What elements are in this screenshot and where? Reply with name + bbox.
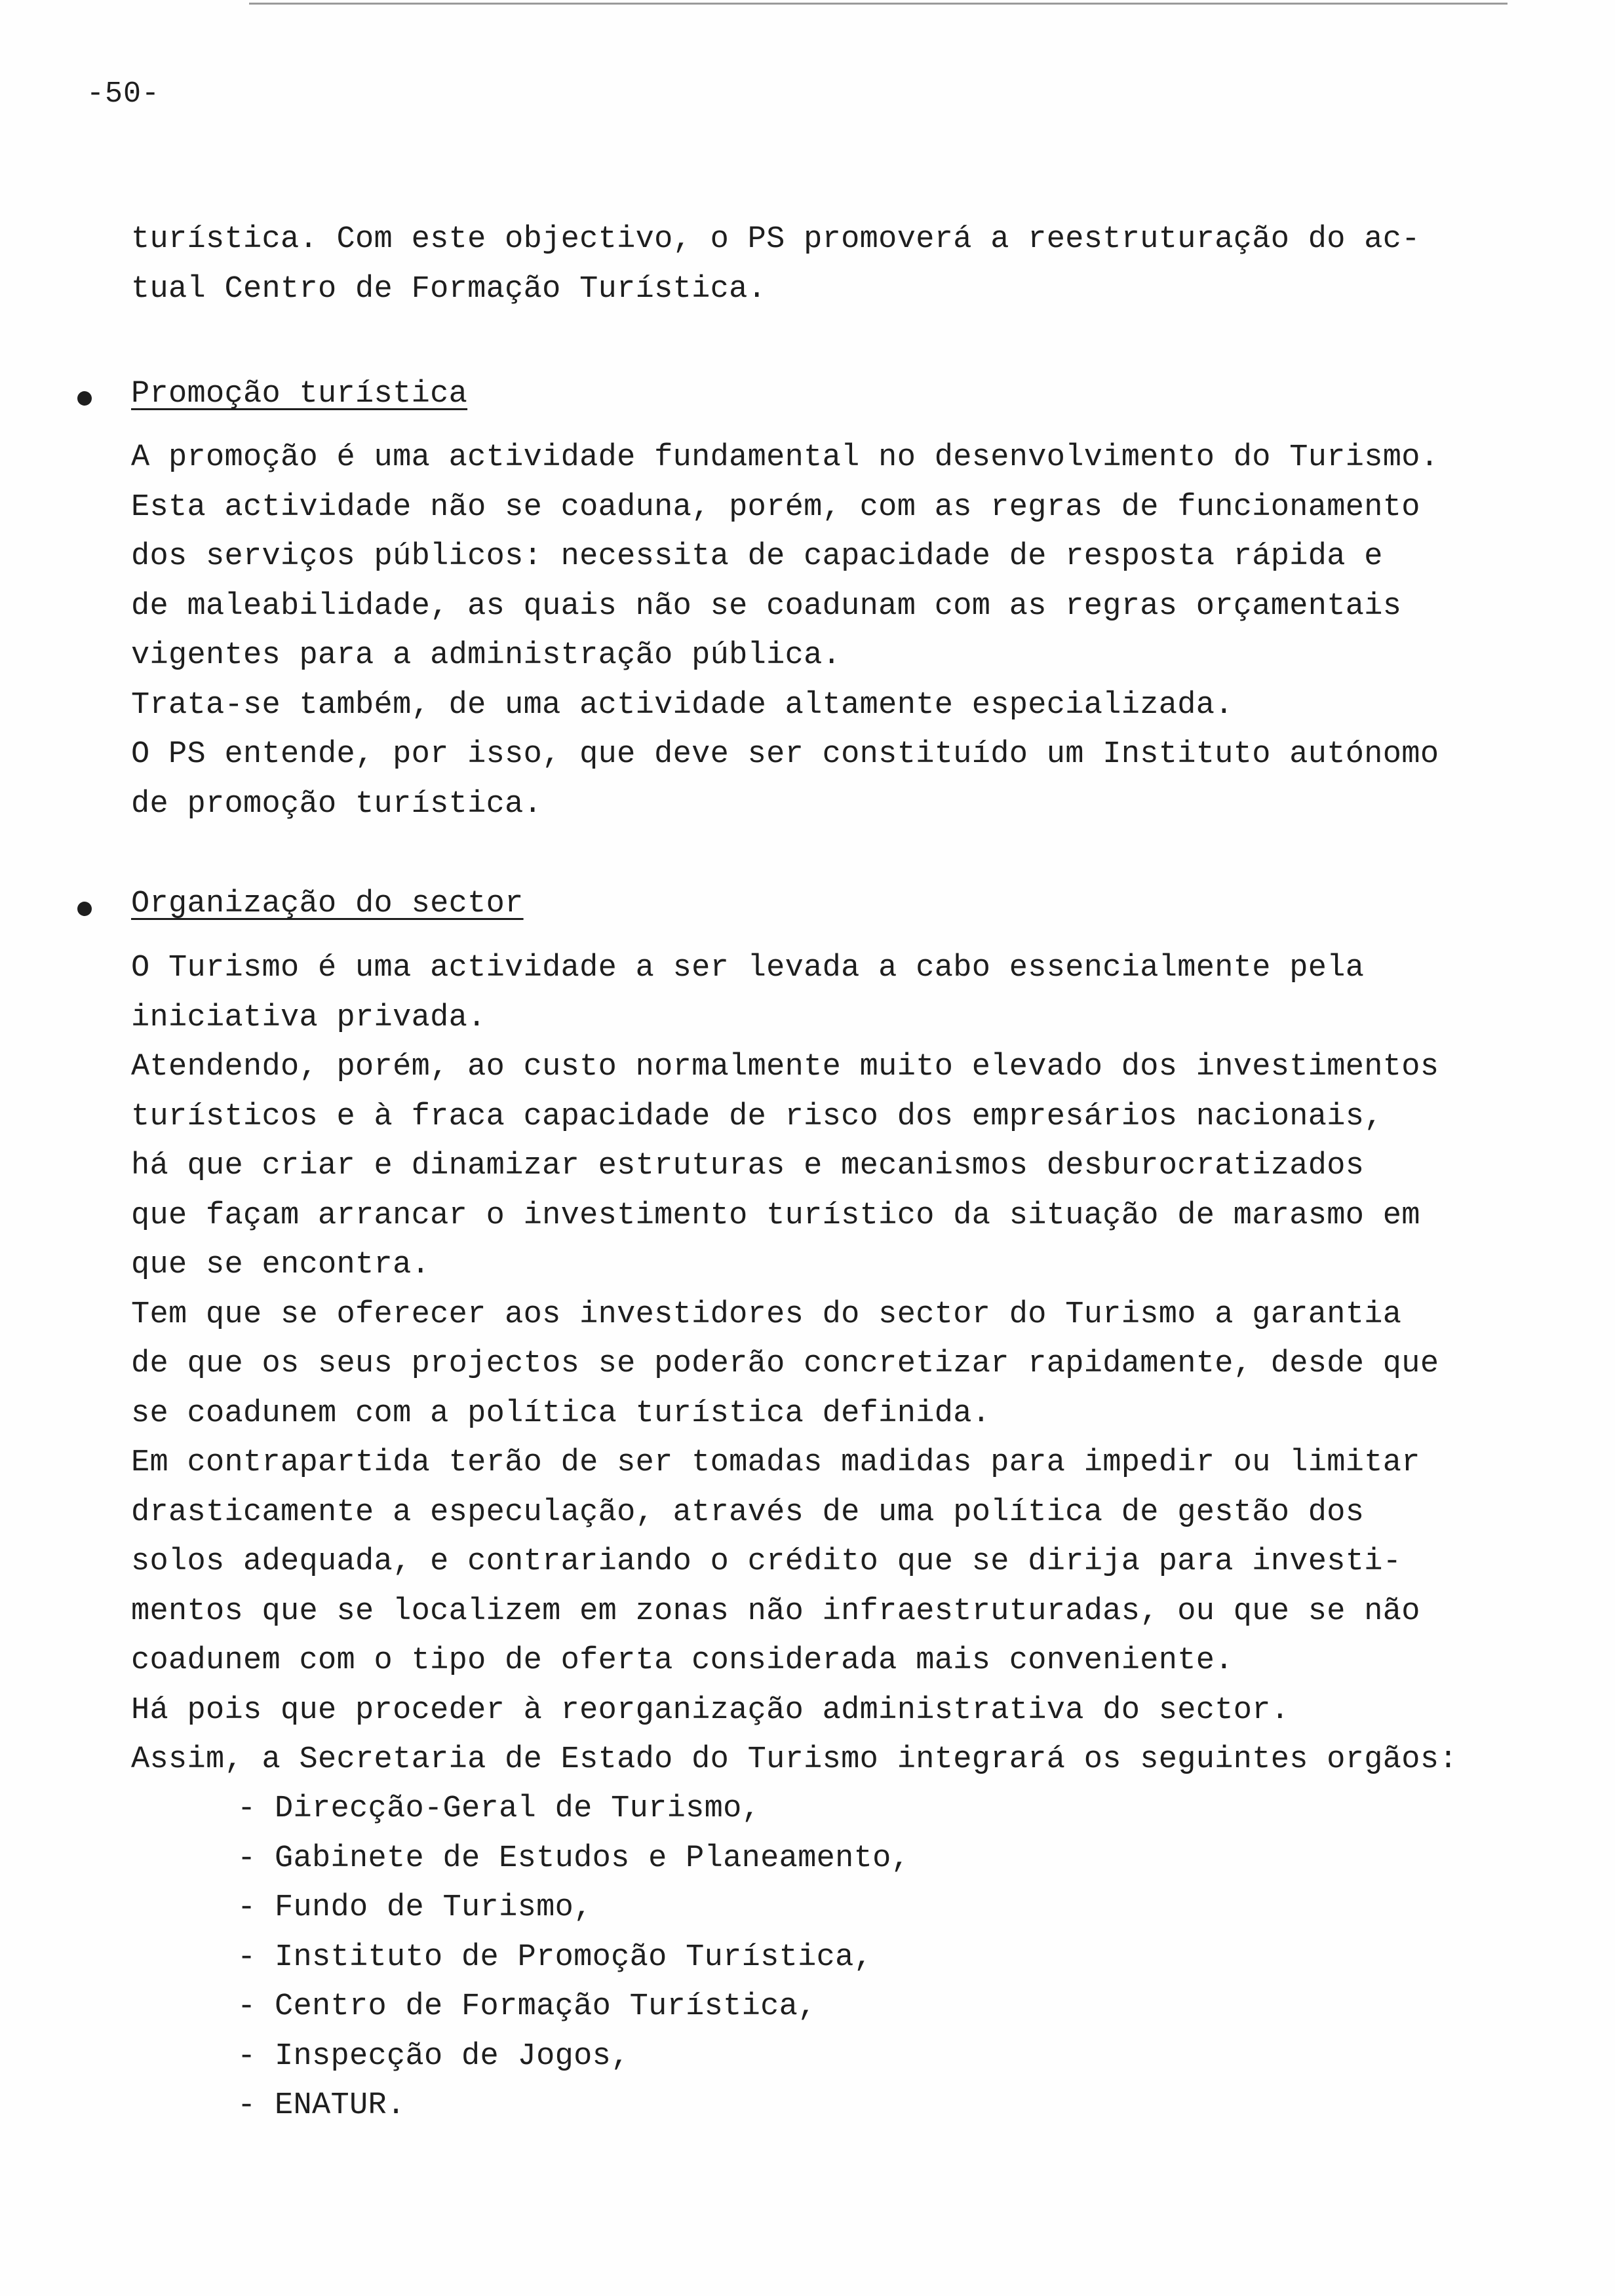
list-item: - Inspecção de Jogos, bbox=[237, 2038, 630, 2074]
text-line: Há pois que proceder à reorganização administrativa do sector. bbox=[131, 1693, 1290, 1728]
text-line: de maleabilidade, as quais não se coadunam com as regras orçamentais bbox=[131, 588, 1402, 624]
promocao-paragraph bbox=[131, 433, 1586, 829]
text-line: solos adequada, e contrariando o crédito que se dirija para investi- bbox=[131, 1544, 1402, 1579]
text-line: Em contrapartida terão de ser tomadas madidas para impedir ou limitar bbox=[131, 1445, 1420, 1480]
text-line: O PS entende, por isso, que deve ser constituído um Instituto autónomo bbox=[131, 737, 1439, 772]
text-line: que se encontra. bbox=[131, 1248, 431, 1282]
text-line: A promoção é uma actividade fundamental no desenvolvimento do Turismo. bbox=[131, 440, 1439, 475]
text-line: iniciativa privada. bbox=[131, 1000, 486, 1035]
text-line: drasticamente a especulação, através de uma política de gestão dos bbox=[131, 1495, 1365, 1530]
text-line: turística. Com este objectivo, o PS promoverá a reestruturação do ac- bbox=[131, 222, 1420, 257]
text-line: turísticos e à fraca capacidade de risco dos empresários nacionais, bbox=[131, 1099, 1383, 1134]
text-line: vigentes para a administração pública. bbox=[131, 638, 842, 673]
list-item: - Gabinete de Estudos e Planeamento, bbox=[237, 1841, 910, 1876]
text-line: Assim, a Secretaria de Estado do Turismo integrará os seguintes orgãos: bbox=[131, 1742, 1458, 1777]
section-heading-promocao: Promoção turística bbox=[131, 377, 468, 411]
text-line: O Turismo é uma actividade a ser levada a cabo essencialmente pela bbox=[131, 951, 1365, 985]
text-line: coadunem com o tipo de oferta considerada mais conveniente. bbox=[131, 1643, 1234, 1678]
list-item: - Instituto de Promoção Turística, bbox=[237, 1940, 873, 1975]
text-line: de promoção turística. bbox=[131, 786, 543, 822]
organizacao-paragraph bbox=[131, 944, 1586, 1785]
intro-paragraph bbox=[131, 215, 1586, 314]
list-item: - Centro de Formação Turística, bbox=[237, 1989, 817, 2024]
bullet-icon bbox=[77, 902, 92, 916]
text-line: há que criar e dinamizar estruturas e mecanismos desburocratizados bbox=[131, 1149, 1365, 1183]
text-line: que façam arrancar o investimento turístico da situação de marasmo em bbox=[131, 1198, 1420, 1233]
organs-list bbox=[237, 1784, 910, 2131]
page-number: -50- bbox=[87, 77, 161, 111]
text-line: mentos que se localizem em zonas não infraestruturadas, ou que se não bbox=[131, 1594, 1420, 1629]
text-line: Esta actividade não se coaduna, porém, com as regras de funcionamento bbox=[131, 489, 1420, 525]
text-line: de que os seus projectos se poderão concretizar rapidamente, desde que bbox=[131, 1347, 1439, 1381]
text-line: Tem que se oferecer aos investidores do sector do Turismo a garantia bbox=[131, 1297, 1402, 1332]
text-line: Trata-se também, de uma actividade altamente especializada. bbox=[131, 687, 1234, 723]
text-line: dos serviços públicos: necessita de capacidade de resposta rápida e bbox=[131, 539, 1383, 574]
text-line: se coadunem com a política turística definida. bbox=[131, 1396, 991, 1431]
list-item: - ENATUR. bbox=[237, 2088, 406, 2123]
list-item: - Direcção-Geral de Turismo, bbox=[237, 1791, 761, 1826]
top-rule bbox=[249, 3, 1508, 5]
text-line: Atendendo, porém, ao custo normalmente muito elevado dos investimentos bbox=[131, 1050, 1439, 1084]
list-item: - Fundo de Turismo, bbox=[237, 1890, 593, 1925]
section-heading-organizacao: Organização do sector bbox=[131, 887, 524, 921]
text-line: tual Centro de Formação Turística. bbox=[131, 271, 767, 307]
bullet-icon bbox=[77, 391, 92, 406]
